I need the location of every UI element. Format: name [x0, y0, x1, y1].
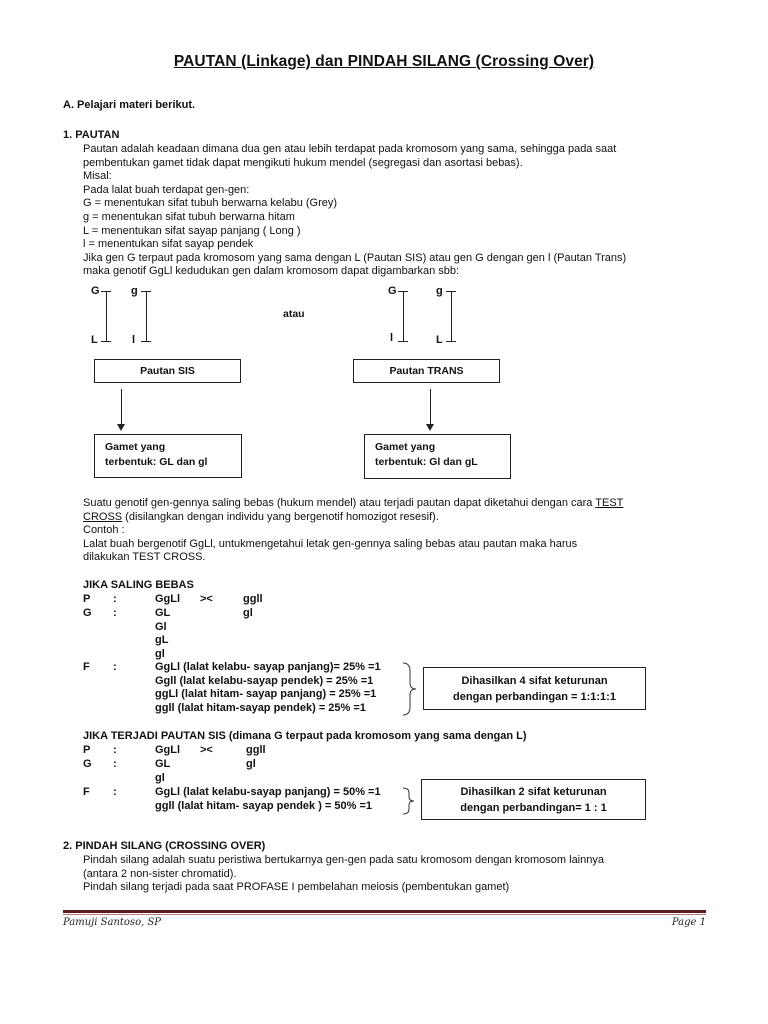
paragraph-line: dilakukan TEST CROSS. [83, 551, 206, 564]
footer-rule [63, 910, 706, 913]
offspring-row: ggll (lalat hitam- sayap pendek ) = 50% =1 [155, 799, 373, 812]
arrow-down-icon [117, 424, 125, 431]
chromosome-cap [398, 341, 408, 342]
chromosome-line [403, 291, 404, 341]
cross-symbol: >< [200, 593, 213, 605]
gamet-trans-line1: Gamet yang [375, 441, 436, 453]
pautan-sis-heading: JIKA TERJADI PAUTAN SIS (dimana G terpaut pada kromosom yang sama dengan L) [83, 730, 527, 742]
chromosome-cap [141, 341, 151, 342]
text: (disilangkan dengan individu yang bergenotif homozigot resesif). [122, 510, 439, 523]
paragraph-line [83, 497, 623, 511]
gamet-trans-line2: terbentuk: Gl dan gL [375, 456, 478, 468]
gene-label: g [131, 285, 138, 297]
colon: : [113, 744, 117, 756]
paragraph-line: Pada lalat buah terdapat gen-gen: [83, 183, 250, 196]
arrow-shaft [430, 389, 431, 425]
f-label: F [83, 786, 90, 798]
offspring-row: ggll (lalat hitam-sayap pendek) = 25% =1 [155, 701, 366, 714]
gamet-trans-box [364, 434, 511, 479]
brace-icon [400, 661, 420, 717]
offspring-row: Ggll (lalat kelabu-sayap pendek) = 25% =1 [155, 674, 374, 687]
pautan-sis-box [94, 359, 241, 383]
paragraph-line: Lalat buah bergenotif GgLl, untukmengetahui letak gen-gennya saling bebas atau pautan maka harus [83, 537, 578, 550]
gamete: gl [155, 647, 165, 660]
paragraph-line [83, 511, 623, 525]
gamete: gl [155, 771, 165, 784]
offspring-row: GgLl (lalat kelabu-sayap panjang) = 50% =1 [155, 786, 381, 798]
pautan-trans-label: Pautan TRANS [389, 365, 464, 377]
p-label: P [83, 744, 91, 756]
gamete: gL [155, 634, 169, 647]
paragraph-line: Pindah silang terjadi pada saat PROFASE I pembelahan meiosis (pembentukan gamet) [83, 881, 510, 894]
offspring-list [155, 786, 381, 813]
f-label: F [83, 661, 90, 673]
gametes-parent2: gl [243, 607, 253, 619]
gamete: GL [155, 607, 171, 619]
gene-label: g [436, 285, 443, 297]
cross-symbol: >< [200, 744, 213, 756]
footer-author: Pamuji Santoso, SP [63, 917, 162, 928]
gametes-parent2: gl [246, 758, 256, 770]
arrow-down-icon [426, 424, 434, 431]
paragraph-line: maka genotif GgLl kedudukan gen dalam kromosom dapat digambarkan sbb: [83, 265, 460, 278]
result-line1: Dihasilkan 2 sifat keturunan [460, 786, 607, 798]
gamete: GL [155, 758, 171, 770]
text: Suatu genotif gen-gennya saling bebas (hukum mendel) atau terjadi pautan dapat diketahui dengan cara [83, 497, 596, 509]
test-cross-term: CROSS [83, 510, 123, 523]
paragraph-line: g = menentukan sifat tubuh berwarna hitam [83, 210, 295, 223]
g-label: G [83, 607, 92, 619]
gamet-sis-line2: terbentuk: GL dan gl [105, 456, 208, 468]
section-1-heading: 1. PAUTAN [63, 129, 120, 141]
pautan-sis-result-box [421, 779, 646, 820]
parent2: ggll [246, 744, 266, 756]
document-title: PAUTAN (Linkage) dan PINDAH SILANG (Crossing Over) [173, 53, 595, 70]
pautan-sis-label: Pautan SIS [140, 365, 195, 377]
chromosome-cap [446, 341, 456, 342]
colon: : [113, 607, 117, 619]
paragraph-line: Jika gen G terpaut pada kromosom yang sama dengan L (Pautan SIS) atau gen G dengan gen l (Pautan Trans) [83, 251, 627, 264]
paragraph-line: Pindah silang adalah suatu peristiwa bertukarnya gen-gen pada satu kromosom dengan kromosom lainnya [83, 854, 604, 866]
p-label: P [83, 593, 91, 605]
g-label: G [83, 758, 92, 770]
test-cross-paragraph [83, 497, 623, 565]
paragraph-line: l = menentukan sifat sayap pendek [83, 238, 254, 251]
section-a-heading: A. Pelajari materi berikut. [63, 99, 196, 111]
offspring-list [155, 661, 381, 715]
result-line2: dengan perbandingan= 1 : 1 [460, 802, 607, 814]
gametes-parent1 [155, 758, 170, 785]
saling-bebas-result-box [423, 667, 646, 710]
footer-page-number: Page 1 [671, 917, 706, 928]
footer-rule-thin [63, 914, 706, 915]
section-2-body [83, 854, 604, 895]
result-line1: Dihasilkan 4 sifat keturunan [461, 675, 608, 687]
gene-label: L [436, 334, 443, 346]
gene-label: G [388, 285, 397, 297]
parent2: ggll [243, 593, 263, 605]
gamete: Gl [155, 620, 167, 633]
chromosome-cap [101, 341, 111, 342]
colon: : [113, 593, 117, 605]
section-1-body [83, 143, 626, 279]
colon: : [113, 786, 117, 798]
paragraph-line: pembentukan gamet tidak dapat mengikuti hukum mendel (segregasi dan asortasi bebas). [83, 156, 523, 169]
section-2-heading: 2. PINDAH SILANG (CROSSING OVER) [63, 840, 266, 852]
arrow-shaft [121, 389, 122, 425]
offspring-row: GgLl (lalat kelabu- sayap panjang)= 25% =1 [155, 661, 381, 673]
gamet-sis-line1: Gamet yang [105, 441, 166, 453]
parent1: GgLl [155, 593, 181, 605]
offspring-row: ggLl (lalat hitam- sayap panjang) = 25% =1 [155, 688, 377, 701]
colon: : [113, 758, 117, 770]
test-cross-term: TEST [595, 497, 624, 509]
pautan-trans-box [353, 359, 500, 383]
gene-label: l [132, 334, 136, 346]
parent1: GgLl [155, 744, 181, 756]
paragraph-line: L = menentukan sifat sayap panjang ( Long ) [83, 224, 301, 237]
chromosome-line [451, 291, 452, 341]
gene-label: l [390, 332, 394, 344]
atau-label: atau [283, 308, 305, 320]
brace-icon [400, 786, 418, 816]
chromosome-line [146, 291, 147, 341]
paragraph-line: G = menentukan sifat tubuh berwarna kelabu (Grey) [83, 197, 338, 210]
gametes-parent1 [155, 607, 170, 661]
paragraph-line: Misal: [83, 170, 112, 183]
colon: : [113, 661, 117, 673]
paragraph-line: Contoh : [83, 524, 125, 537]
gamet-sis-box [94, 434, 242, 478]
result-line2: dengan perbandingan = 1:1:1:1 [453, 691, 616, 703]
gene-label: L [91, 334, 98, 346]
saling-bebas-heading: JIKA SALING BEBAS [83, 579, 194, 591]
paragraph-line: Pautan adalah keadaan dimana dua gen atau lebih terdapat pada kromosom yang sama, sehingga pada saat [83, 143, 617, 155]
paragraph-line: (antara 2 non-sister chromatid). [83, 867, 237, 880]
gene-label: G [91, 285, 100, 297]
chromosome-line [106, 291, 107, 341]
